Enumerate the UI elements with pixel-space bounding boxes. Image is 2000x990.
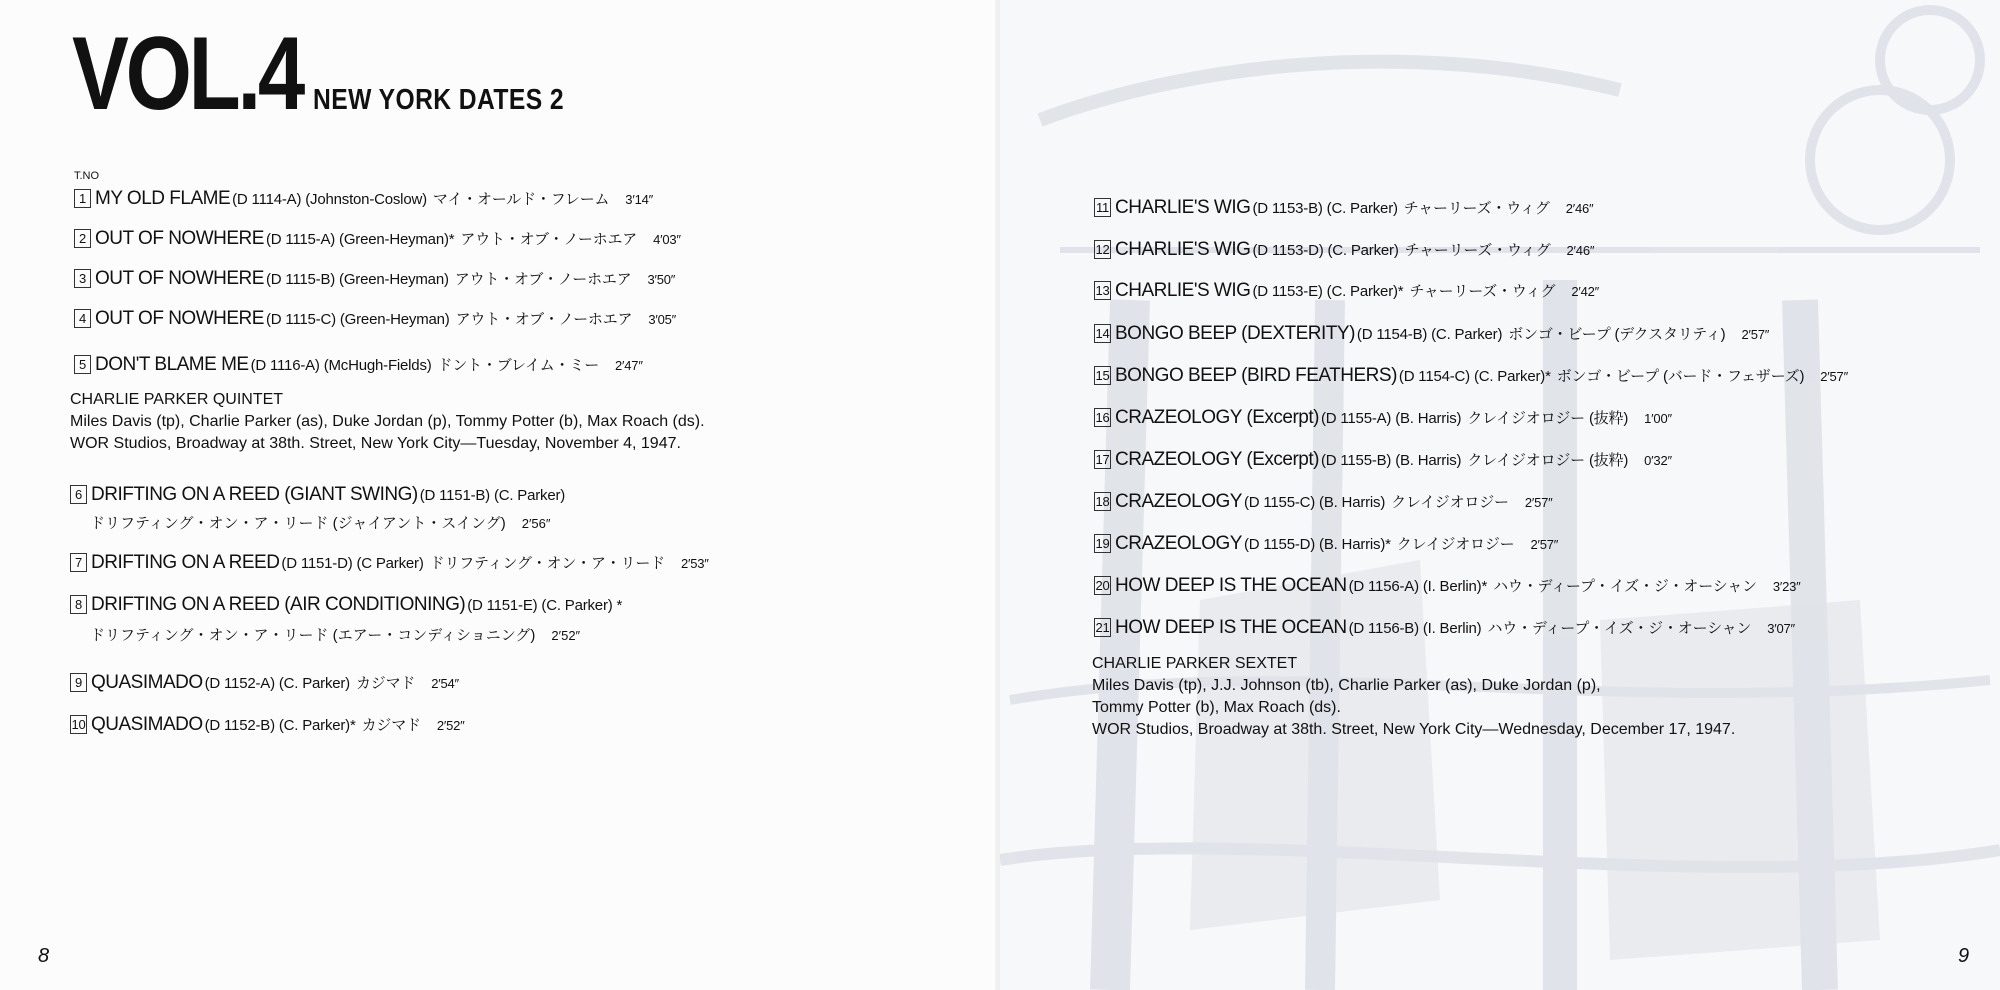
group-name: CHARLIE PARKER QUINTET	[70, 391, 284, 408]
page-number: 8	[38, 945, 50, 967]
track-item: 15 BONGO BEEP (BIRD FEATHERS) (D 1154-C) (C. Parker)* ボンゴ・ビープ (バード・フェザーズ) 2′57″	[1095, 365, 1848, 386]
track-item: 17 CRAZEOLOGY (Excerpt) (D 1155-B) (B. Harris) クレイジオロジー (抜粋) 0′32″	[1095, 449, 1672, 470]
right-page	[1000, 0, 2000, 990]
track-item: 3 OUT OF NOWHERE (D 1115-B) (Green-Heyman) アウト・オブ・ノーホエア 3′50″	[74, 268, 675, 290]
track-subline: ドリフティング・オン・ア・リード (エアー・コンディショニング) 2′52″	[90, 627, 581, 644]
track-item: 6 DRIFTING ON A REED (GIANT SWING) (D 1151-B) (C. Parker)	[70, 484, 565, 506]
volume-subtitle: NEW YORK DATES 2	[312, 84, 564, 116]
session-location: WOR Studios, Broadway at 38th. Street, New York City—Wednesday, December 17, 1947.	[1092, 721, 1736, 738]
track-item: 9 QUASIMADO (D 1152-A) (C. Parker) カジマド 2′54″	[70, 672, 459, 694]
track-item: 11 CHARLIE'S WIG (D 1153-B) (C. Parker) チャーリーズ・ウィグ 2′46″	[1095, 197, 1594, 218]
track-item: 10 QUASIMADO (D 1152-B) (C. Parker)* カジマド 2′52″	[71, 714, 465, 735]
track-subline: ドリフティング・オン・ア・リード (ジャイアント・スイング) 2′56″	[90, 515, 551, 532]
track-item: 13 CHARLIE'S WIG (D 1153-E) (C. Parker)* チャーリーズ・ウィグ 2′42″	[1095, 280, 1600, 301]
track-item: 19 CRAZEOLOGY (D 1155-D) (B. Harris)* クレイジオロジー 2′57″	[1095, 533, 1559, 554]
track-item: 1 MY OLD FLAME (D 1114-A) (Johnston-Coslow) マイ・オールド・フレーム 3′14″	[74, 188, 653, 210]
track-item: 20 HOW DEEP IS THE OCEAN (D 1156-A) (I. Berlin)* ハウ・ディープ・イズ・ジ・オーシャン 3′23″	[1095, 575, 1801, 596]
track-item: 5 DON'T BLAME ME (D 1116-A) (McHugh-Fields) ドント・ブレイム・ミー 2′47″	[74, 354, 643, 376]
track-number-label: T.NO	[74, 170, 100, 182]
track-item: 12 CHARLIE'S WIG (D 1153-D) (C. Parker) チャーリーズ・ウィグ 2′46″	[1095, 239, 1595, 260]
track-item: 18 CRAZEOLOGY (D 1155-C) (B. Harris) クレイジオロジー 2′57″	[1095, 491, 1553, 512]
personnel: Miles Davis (tp), J.J. Johnson (tb), Charlie Parker (as), Duke Jordan (p),	[1092, 677, 1601, 694]
track-item: 16 CRAZEOLOGY (Excerpt) (D 1155-A) (B. Harris) クレイジオロジー (抜粋) 1′00″	[1095, 407, 1672, 428]
track-item: 14 BONGO BEEP (DEXTERITY) (D 1154-B) (C. Parker) ボンゴ・ビープ (デクスタリティ) 2′57″	[1095, 323, 1770, 344]
page-number: 9	[1958, 945, 1970, 967]
track-item: 8 DRIFTING ON A REED (AIR CONDITIONING) (D 1151-E) (C. Parker) *	[70, 594, 622, 616]
volume-title: VOL.4	[72, 16, 303, 132]
personnel-continued: Tommy Potter (b), Max Roach (ds).	[1092, 699, 1341, 716]
personnel: Miles Davis (tp), Charlie Parker (as), Duke Jordan (p), Tommy Potter (b), Max Roach (ds).	[70, 413, 705, 430]
session-location: WOR Studios, Broadway at 38th. Street, New York City—Tuesday, November 4, 1947.	[70, 435, 681, 452]
track-item: 4 OUT OF NOWHERE (D 1115-C) (Green-Heyman) アウト・オブ・ノーホエア 3′05″	[74, 308, 676, 330]
session-credits	[70, 389, 705, 455]
volume-heading	[72, 16, 608, 132]
session-credits	[1092, 653, 1735, 741]
track-item: 7 DRIFTING ON A REED (D 1151-D) (C Parker) ドリフティング・オン・ア・リード 2′53″	[70, 552, 709, 574]
group-name: CHARLIE PARKER SEXTET	[1092, 655, 1298, 672]
track-item: 21 HOW DEEP IS THE OCEAN (D 1156-B) (I. Berlin) ハウ・ディープ・イズ・ジ・オーシャン 3′07″	[1095, 617, 1795, 638]
track-item: 2 OUT OF NOWHERE (D 1115-A) (Green-Heyman)* アウト・オブ・ノーホエア 4′03″	[74, 228, 681, 250]
